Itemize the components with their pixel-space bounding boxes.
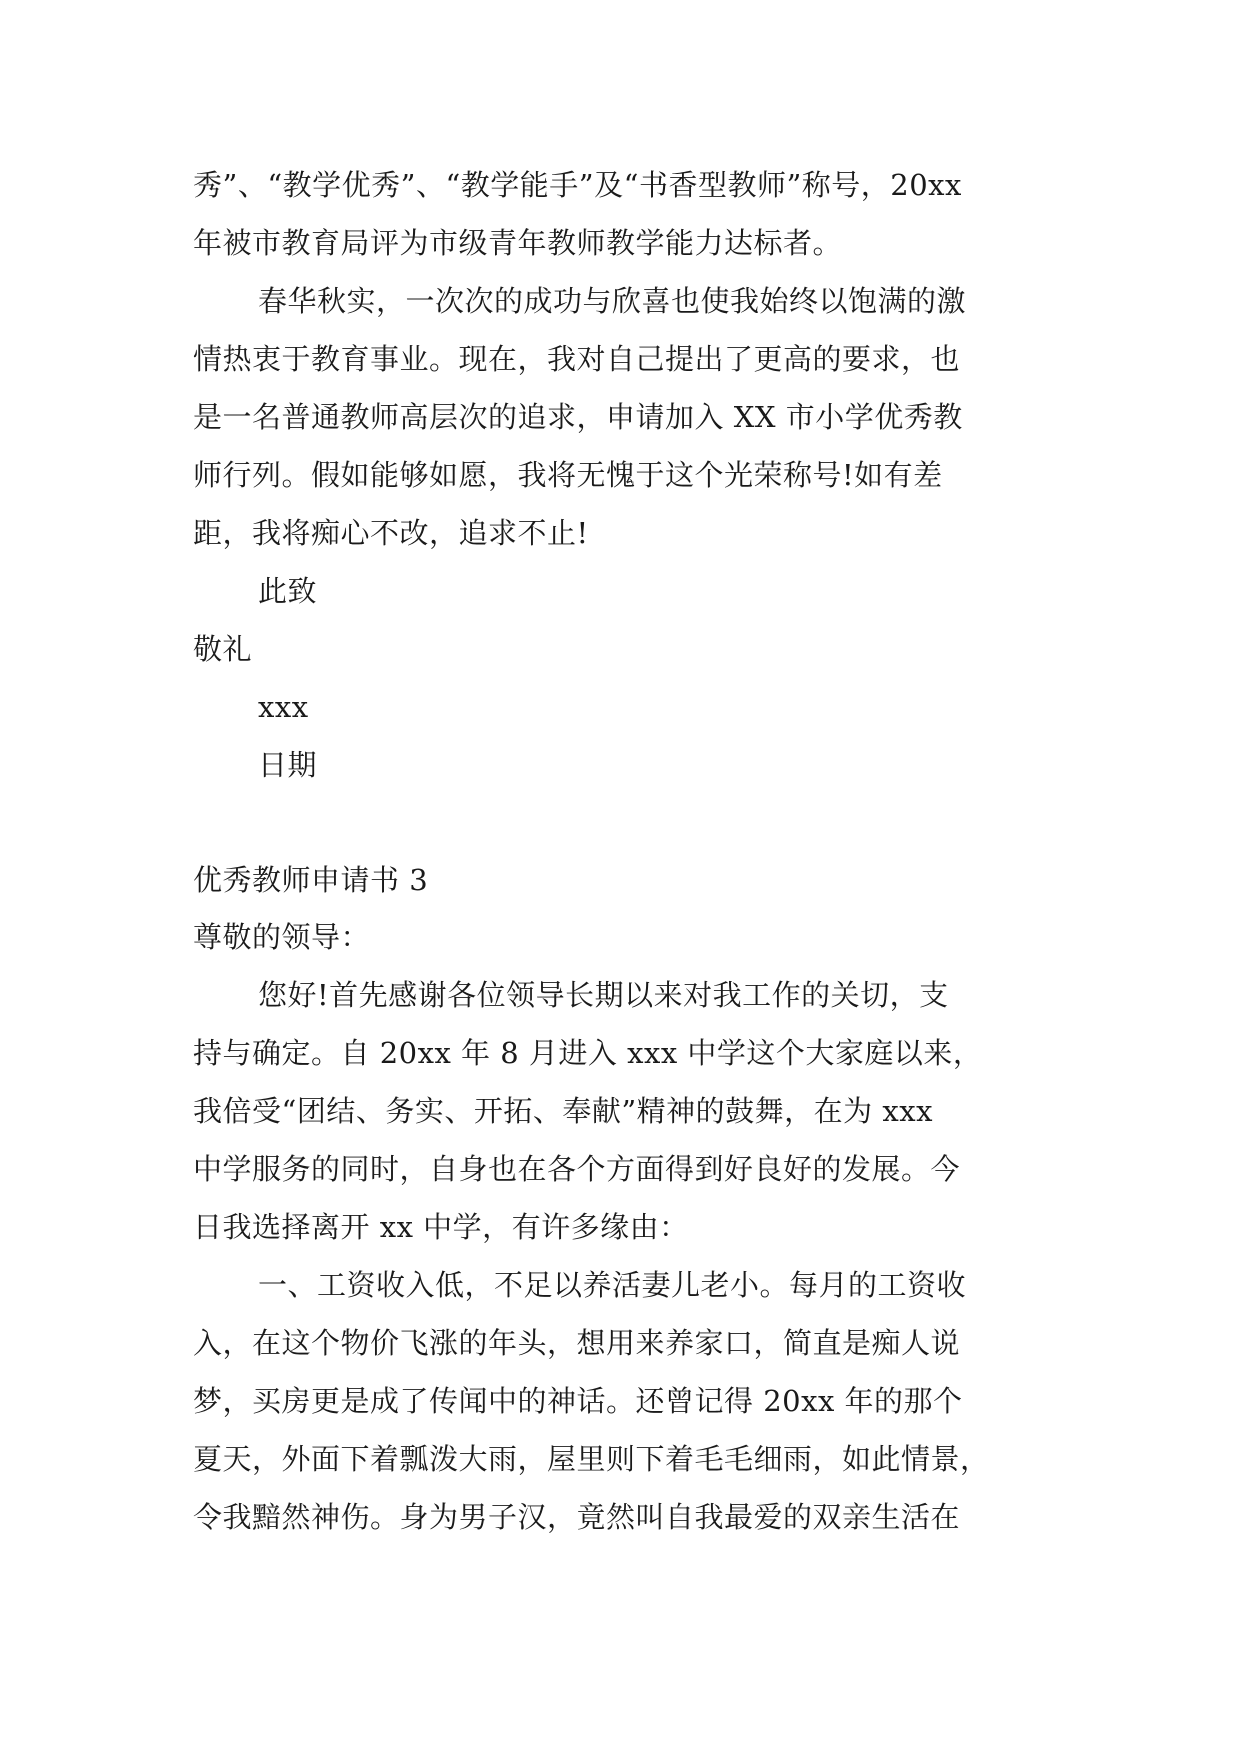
text-line: 日我选择离开 xx 中学，有许多缘由： [193,1210,689,1244]
salutation: 敬礼 [193,632,253,666]
text-line: 我倍受“团结、务实、开拓、奉献”精神的鼓舞，在为 xxx [193,1094,933,1128]
text-line: 情热衷于教育事业。现在，我对自己提出了更高的要求，也 [193,342,961,376]
greeting: 尊敬的领导： [193,920,371,954]
paragraph-start: 一、工资收入低，不足以养活妻儿老小。每月的工资收 [258,1268,967,1302]
text-line: 年被市教育局评为市级青年教师教学能力达标者。 [193,226,843,260]
paragraph-start: 您好!首先感谢各位领导长期以来对我工作的关切，支 [258,978,949,1012]
text-line: 距，我将痴心不改，追求不止! [193,516,589,550]
closing-phrase: 此致 [258,574,318,608]
text-line: 秀”、“教学优秀”、“教学能手”及“书香型教师”称号，20xx [193,168,962,202]
text-line: 令我黯然神伤。身为男子汉，竟然叫自我最爱的双亲生活在 [193,1500,961,1534]
text-line: 梦，买房更是成了传闻中的神话。还曾记得 20xx 年的那个 [193,1384,963,1418]
text-line: 中学服务的同时，自身也在各个方面得到好良好的发展。今 [193,1152,961,1186]
signature: xxx [258,690,309,724]
text-line: 是一名普通教师高层次的追求，申请加入 XX 市小学优秀教 [193,400,963,434]
paragraph-start: 春华秋实，一次次的成功与欣喜也使我始终以饱满的激 [258,284,967,318]
text-line: 夏天，外面下着瓢泼大雨，屋里则下着毛毛细雨，如此情景， [193,1442,990,1476]
text-line: 师行列。假如能够如愿，我将无愧于这个光荣称号!如有差 [193,458,943,492]
section-title: 优秀教师申请书 3 [193,863,429,897]
text-line: 持与确定。自 20xx 年 8 月进入 xxx 中学这个大家庭以来， [193,1036,983,1070]
date-label: 日期 [258,748,318,782]
text-line: 入，在这个物价飞涨的年头，想用来养家口，简直是痴人说 [193,1326,961,1360]
